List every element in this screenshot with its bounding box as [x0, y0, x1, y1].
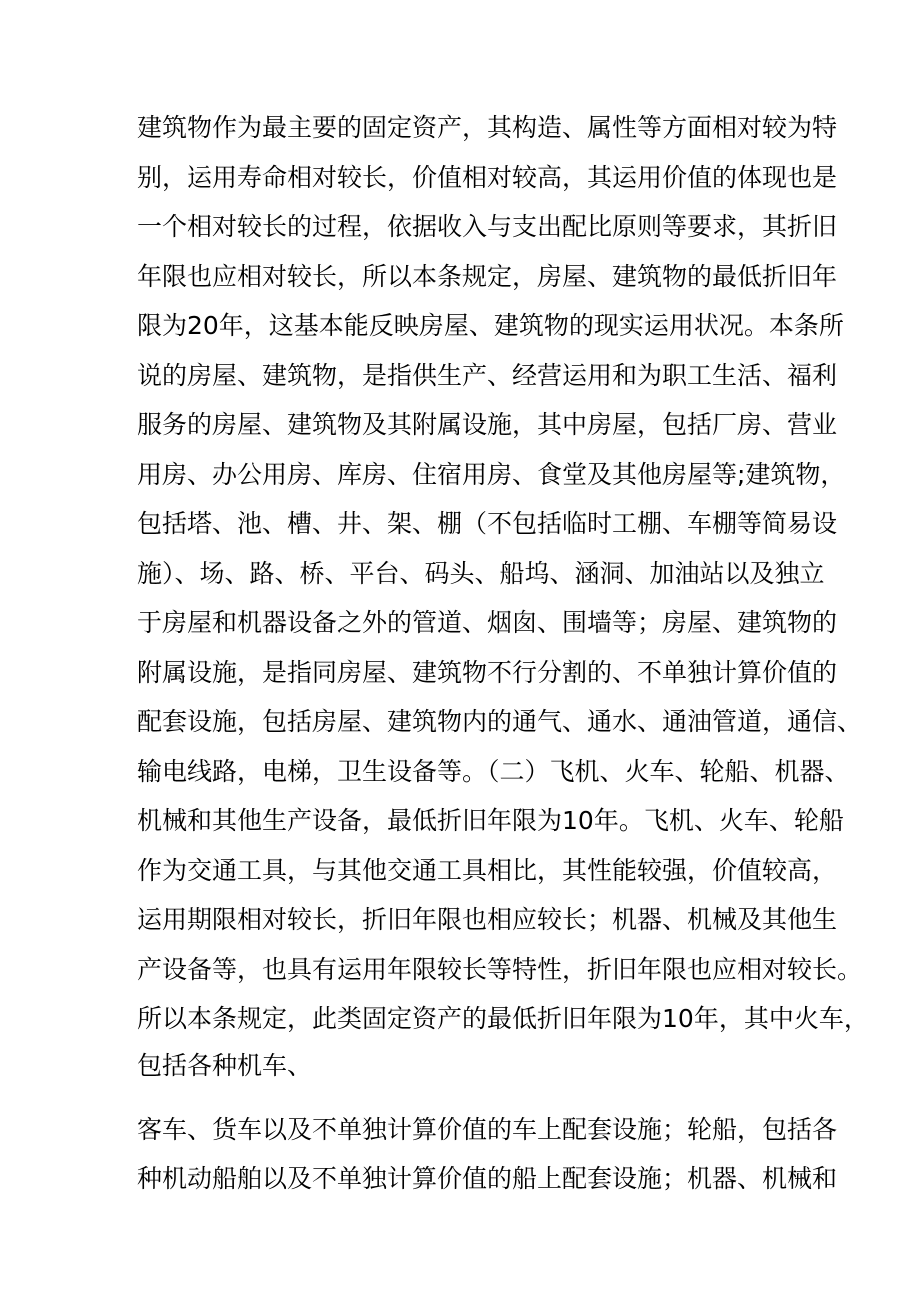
text-line: 年限也应相对较长，所以本条规定，房屋、建筑物的最低折旧年 [137, 262, 838, 291]
text-line: 产设备等，也具有运用年限较长等特性，折旧年限也应相对较长。 [137, 955, 863, 984]
text-line: 运用期限相对较长，折旧年限也相应较长；机器、机械及其他生 [137, 905, 838, 934]
text-line: 服务的房屋、建筑物及其附属设施，其中房屋，包括厂房、营业 [137, 410, 838, 439]
text-line: 建筑物作为最主要的固定资产，其构造、属性等方面相对较为特 [137, 113, 838, 142]
text-line: 所以本条规定，此类固定资产的最低折旧年限为10年，其中火车， [137, 1004, 869, 1033]
text-line: 用房、办公用房、库房、住宿用房、食堂及其他房屋等;建筑物， [137, 460, 846, 489]
text-line: 输电线路，电梯，卫生设备等。（二）飞机、火车、轮船、机器、 [137, 757, 850, 786]
text-line: 种机动船舶以及不单独计算价值的船上配套设施；机器、机械和 [137, 1164, 838, 1193]
text-line: 客车、货车以及不单独计算价值的车上配套设施；轮船，包括各 [137, 1115, 838, 1144]
text-line: 说的房屋、建筑物，是指供生产、经营运用和为职工生活、福利 [137, 361, 838, 390]
text-line: 别，运用寿命相对较长，价值相对较高，其运用价值的体现也是 [137, 163, 838, 192]
text-line: 限为20年，这基本能反映房屋、建筑物的现实运用状况。本条所 [137, 311, 844, 340]
text-line: 配套设施，包括房屋、建筑物内的通气、通水、通油管道，通信、 [137, 707, 863, 736]
text-line: 包括各种机车、 [137, 1051, 313, 1080]
text-line: 附属设施，是指同房屋、建筑物不行分割的、不单独计算价值的 [137, 658, 838, 687]
text-line: 包括塔、池、槽、井、架、棚（不包括临时工棚、车棚等简易设 [137, 509, 838, 538]
text-line: 机械和其他生产设备，最低折旧年限为10年。飞机、火车、轮船 [137, 806, 844, 835]
text-line: 作为交通工具，与其他交通工具相比，其性能较强，价值较高， [137, 856, 838, 885]
text-line: 于房屋和机器设备之外的管道、烟囱、围墙等；房屋、建筑物的 [137, 608, 838, 637]
text-line: 施）、场、路、桥、平台、码头、船坞、涵洞、加油站以及独立 [137, 559, 825, 588]
text-line: 一个相对较长的过程，依据收入与支出配比原则等要求，其折旧 [137, 212, 838, 241]
